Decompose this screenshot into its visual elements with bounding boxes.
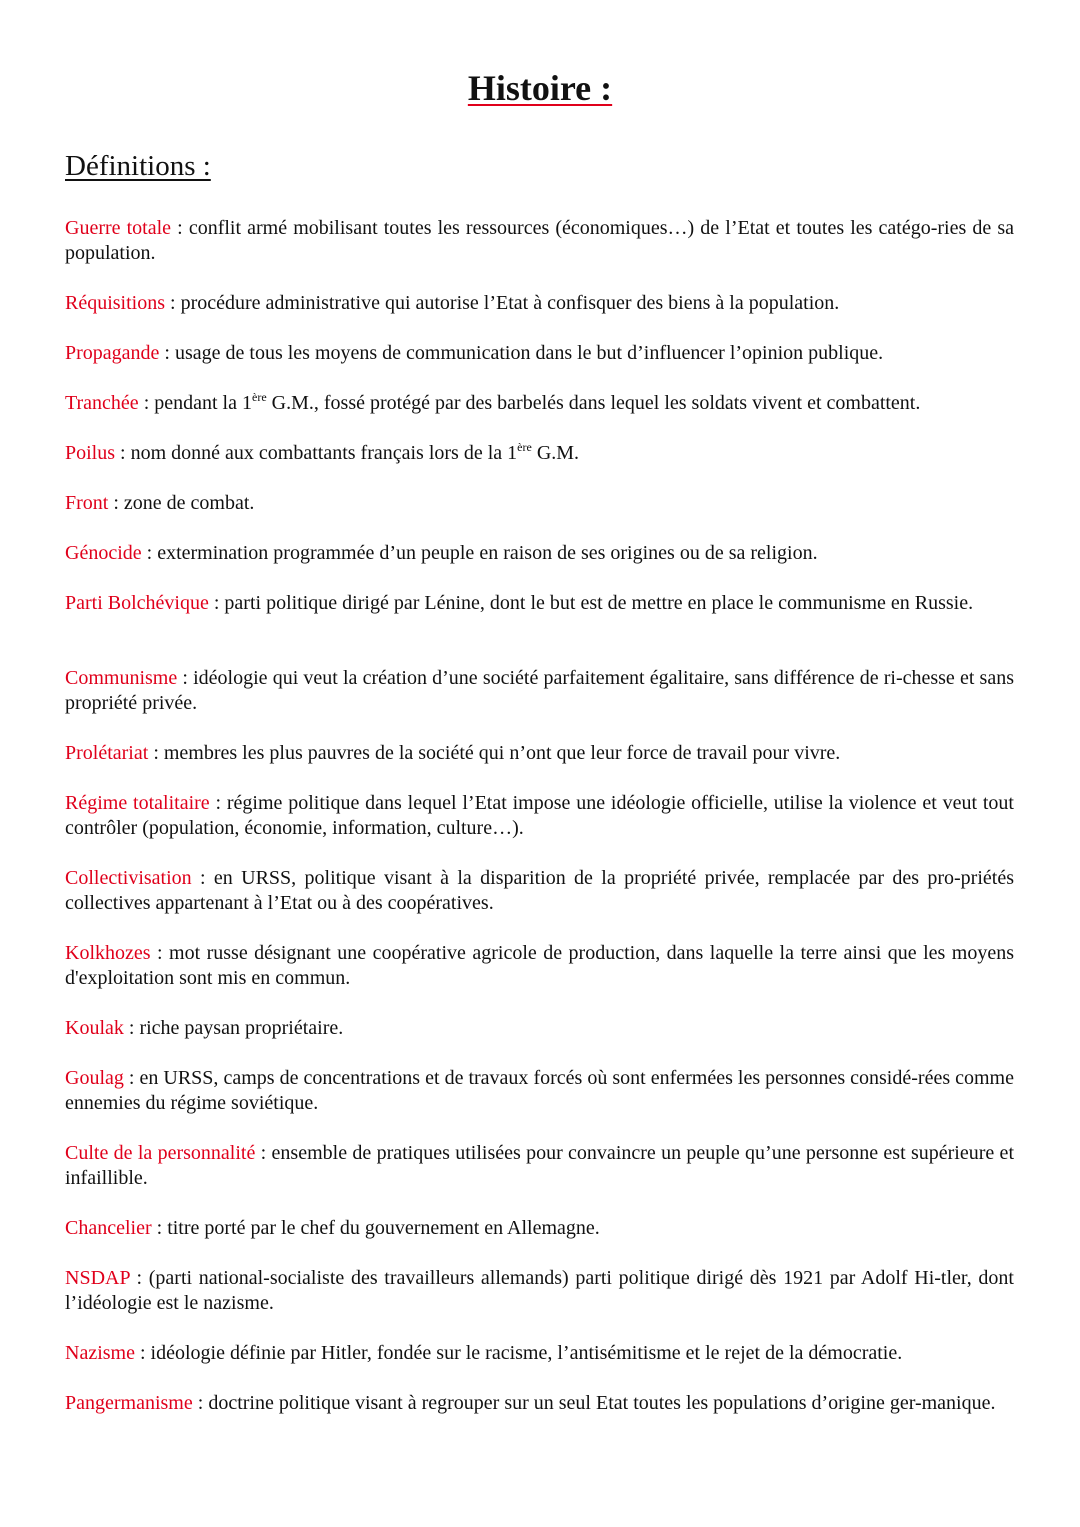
definition-separator: : [191,867,214,889]
definition-item [65,1066,1014,1116]
definition-separator: : [108,492,124,514]
definition-item [65,491,1014,516]
definition-item [65,866,1014,916]
definition-separator: : [177,667,194,689]
definition-term: Kolkhozes [65,942,151,964]
definition-text: usage de tous les moyens de communication dans le but d’influencer l’opinion publique. [174,342,884,364]
definition-text: mot russe désignant une coopérative agricole de production, dans laquelle la terre ainsi que les moyens d'exploitation sont mis en commun. [65,942,1014,989]
definition-item [65,441,1014,466]
definition-item [65,341,1014,366]
definition-term: Goulag [65,1067,124,1089]
definition-text: nom donné aux combattants français lors de la 1 [130,442,518,464]
definition-text: titre porté par le chef du gouvernement en Allemagne. [167,1217,600,1239]
page-title-text: Histoire : [467,68,613,108]
definition-text: idéologie définie par Hitler, fondée sur le racisme, l’antisémitisme et le rejet de la démocratie. [150,1342,903,1364]
definition-term: Génocide [65,542,142,564]
definition-text: G.M., fossé protégé par des barbelés dans lequel les soldats vivent et combattent. [266,392,921,414]
definition-item [65,291,1014,316]
definition-term: Communisme [65,667,178,689]
definition-text: zone de combat. [123,492,255,514]
ordinal-superscript: ère [517,440,532,454]
definition-text: en URSS, politique visant à la disparition de la propriété privée, remplacée par des pro-priétés collectives appartenant à l’Etat ou à des coopératives. [65,867,1014,914]
page-title [0,66,1080,110]
definition-item [65,1266,1014,1316]
definition-item [65,791,1014,841]
definition-separator: : [115,442,131,464]
definition-text: pendant la 1 [154,392,252,414]
definition-separator: : [150,942,170,964]
definition-term: Guerre totale [65,217,172,239]
definition-item [65,741,1014,766]
definition-text: régime politique dans lequel l’Etat impose une idéologie officielle, utilise la violence et veut tout contrôler (population, économie, information, culture…). [65,792,1014,839]
definition-separator: : [148,742,164,764]
definition-term: NSDAP [65,1267,130,1289]
definition-term: Régime totalitaire [65,792,210,814]
definition-term: Front [65,492,109,514]
definition-text: riche paysan propriétaire. [139,1017,344,1039]
definition-separator: : [123,1067,140,1089]
definition-text: G.M. [531,442,580,464]
definition-separator: : [141,542,158,564]
definition-term: Koulak [65,1017,124,1039]
definition-separator: : [171,217,189,239]
definition-term: Réquisitions [65,292,166,314]
definition-separator: : [151,1217,168,1239]
definition-item [65,591,1014,616]
section-title: Définitions : [65,150,211,182]
definition-text: conflit armé mobilisant toutes les ressources (économiques…) de l’Etat et toutes les catégo-ries de sa population. [65,217,1014,264]
definition-separator: : [159,342,175,364]
definition-term: Tranchée [65,392,139,414]
definition-item [65,666,1014,716]
ordinal-superscript: ère [252,390,267,404]
definition-item [65,1341,1014,1366]
definition-text: idéologie qui veut la création d’une société parfaitement égalitaire, sans différence de ri-chesse et sans propriété privée. [65,667,1014,714]
definition-item [65,1391,1014,1416]
definition-term: Prolétariat [65,742,149,764]
definition-text: (parti national-socialiste des travailleurs allemands) parti politique dirigé dès 1921 par Adolf Hi-tler, dont l’idéologie est le nazisme. [65,1267,1014,1314]
definition-text: ensemble de pratiques utilisées pour convaincre un peuple qu’une personne est supérieure et infaillible. [65,1142,1014,1189]
definition-text: parti politique dirigé par Lénine, dont le but est de mettre en place le communisme en Russie. [224,592,974,614]
definition-separator: : [208,592,225,614]
definition-item [65,391,1014,416]
definition-text: procédure administrative qui autorise l’Etat à confisquer des biens à la population. [180,292,840,314]
definition-text: membres les plus pauvres de la société qui n’ont que leur force de travail pour vivre. [163,742,841,764]
definition-item [65,216,1014,266]
definition-item [65,541,1014,566]
definition-separator: : [123,1017,140,1039]
definition-text: extermination programmée d’un peuple en raison de ses origines ou de sa religion. [157,542,818,564]
definition-term: Pangermanisme [65,1392,193,1414]
definition-separator: : [165,292,181,314]
definition-separator: : [134,1342,151,1364]
definition-term: Collectivisation [65,867,192,889]
definition-text: en URSS, camps de concentrations et de travaux forcés où sont enfermées les personnes considé-rées comme ennemies du régime soviétique. [65,1067,1014,1114]
definition-term: Nazisme [65,1342,135,1364]
definition-separator: : [209,792,227,814]
definition-term: Parti Bolchévique [65,592,209,614]
definition-item [65,1216,1014,1241]
definition-item [65,941,1014,991]
definition-term: Culte de la personnalité [65,1142,256,1164]
definition-item [65,1016,1014,1041]
definition-text: doctrine politique visant à regrouper sur un seul Etat toutes les populations d’origine ger-manique. [208,1392,996,1414]
definition-term: Chancelier [65,1217,152,1239]
definition-term: Propagande [65,342,160,364]
definition-separator: : [138,392,155,414]
definition-item [65,1141,1014,1191]
definition-separator: : [255,1142,272,1164]
definition-separator: : [192,1392,209,1414]
definition-separator: : [129,1267,149,1289]
definition-term: Poilus [65,442,116,464]
